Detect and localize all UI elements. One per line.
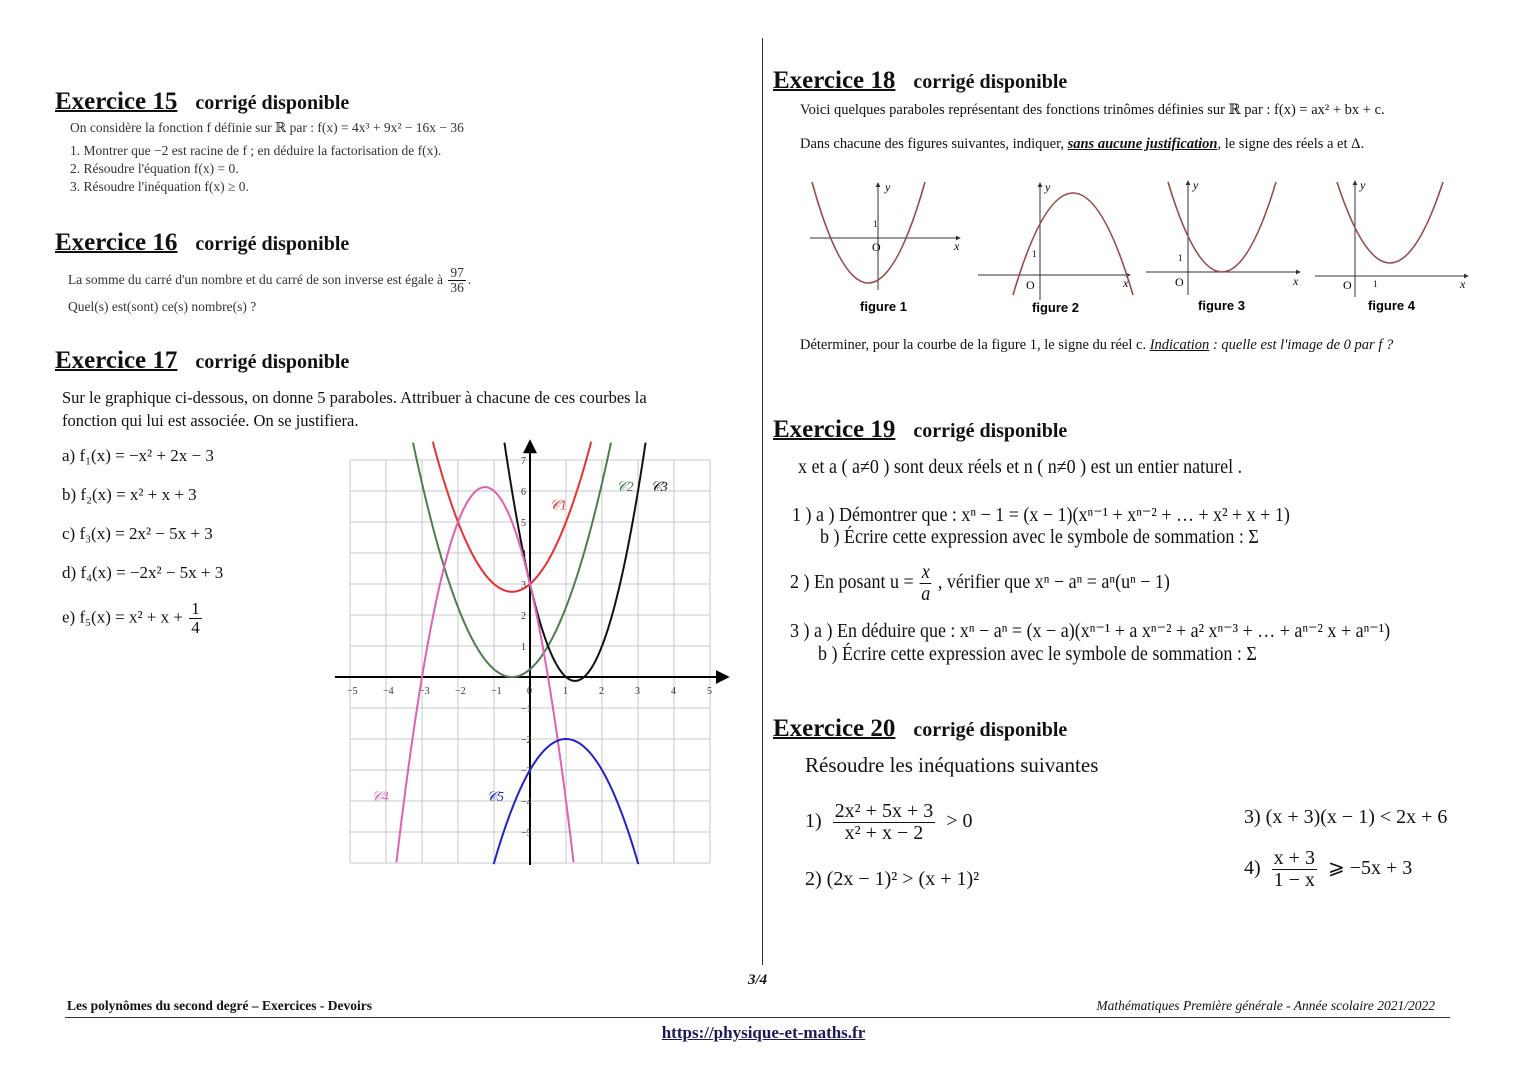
ex20-intro: Résoudre les inéquations suivantes — [805, 753, 1099, 777]
figure-4-caption: figure 4 — [1368, 298, 1415, 313]
ex18-emphasis: sans aucune justification — [1067, 136, 1218, 152]
ex16-line1: La somme du carré d'un nombre et du carré de son inverse est égale à $\frac{97}{36}$ . — [68, 265, 472, 296]
origin-label: O — [1175, 275, 1184, 289]
curve-label-3: 𝒞3 — [650, 480, 668, 495]
figure-4 — [1315, 178, 1468, 313]
ex15-intro: On considère la fonction f définie sur ℝ par : f(x) = 4x³ + 9x² − 16x − 36 — [70, 120, 464, 135]
origin-label: O — [1026, 278, 1035, 292]
ex20-item-4 — [1244, 848, 1412, 891]
ex17-intro1: Sur le graphique ci-dessous, on donne 5 paraboles. Attribuer à chacune de ces courbes la — [62, 388, 647, 407]
frac-num: x — [921, 561, 930, 583]
ex17-title: Exercice 17 — [55, 347, 178, 374]
column-divider — [762, 38, 763, 965]
ex18-status[interactable]: corrigé disponible — [913, 71, 1068, 93]
x-tick-label: 0 — [527, 686, 532, 697]
ex19-q1b: b ) Écrire cette expression avec le symbole de sommation : Σ — [820, 526, 1259, 548]
y-axis-label: y — [885, 180, 891, 194]
ex18-indication: Indication — [1149, 337, 1210, 353]
x-tick-label: 4 — [671, 686, 676, 697]
ex16-title: Exercice 16 — [55, 229, 178, 256]
x-tick-label: −1 — [491, 686, 502, 697]
figure-2-caption: figure 2 — [1032, 300, 1079, 315]
unit-label: 1 — [1178, 253, 1183, 263]
x-axis-label: x — [1293, 274, 1299, 288]
curve-1 — [433, 442, 591, 592]
page-number: 3/4 — [748, 972, 768, 988]
ex19-q3b: b ) Écrire cette expression avec le symbole de sommation : Σ — [818, 643, 1257, 665]
y-axis-label: y — [1193, 178, 1199, 192]
ex17-item-b: b) f₂(x) = x² + x + 3 — [62, 485, 197, 504]
y-tick-label: −4 — [521, 797, 532, 808]
ex15-item-3: 3. Résoudre l'inéquation f(x) ≥ 0. — [70, 179, 249, 194]
frac-den: 36 — [450, 280, 464, 296]
y-tick-label: −1 — [521, 704, 532, 715]
ex17-item-e-text: e) f₅(x) = x² + x + — [62, 607, 183, 627]
ex20-item-3: 3) (x + 3)(x − 1) < 2x + 6 — [1244, 806, 1448, 828]
ex19-q2-pre: 2 ) En posant u = — [790, 571, 914, 594]
ex15-item-1: 1. Montrer que −2 est racine de f ; en déduire la factorisation de f(x). — [70, 143, 442, 158]
x-tick-label: −5 — [347, 686, 358, 697]
ex19-intro: x et a ( a≠0 ) sont deux réels et n ( n≠0 ) est un entier naturel . — [798, 456, 1243, 478]
frac-den: 1 − x — [1273, 869, 1315, 891]
ex19-q2 — [790, 562, 1170, 605]
y-tick-label: 7 — [521, 456, 526, 467]
y-tick-label: 4 — [521, 549, 526, 560]
ex18-figures — [800, 175, 1510, 320]
fraction — [1272, 848, 1317, 891]
y-tick-label: 2 — [521, 611, 526, 622]
ex20-item-2: 2) (2x − 1)² > (x + 1)² — [805, 868, 980, 890]
fraction — [833, 801, 936, 844]
relation: ⩾ −5x + 3 — [1327, 857, 1413, 880]
ex17-item-c: c) f₃(x) = 2x² − 5x + 3 — [62, 524, 213, 543]
figure-3-caption: figure 3 — [1198, 298, 1245, 313]
frac-den: a — [921, 583, 931, 605]
item-label: 4) — [1244, 857, 1261, 880]
footer-right: Mathématiques Première générale - Année scolaire 2021/2022 — [1096, 998, 1435, 1013]
curve-label-1: 𝒞1 — [549, 498, 568, 514]
frac-num: 97 — [450, 265, 464, 280]
unit-label: 1 — [1373, 279, 1378, 289]
y-tick-label: 1 — [521, 642, 526, 653]
unit-label: 1 — [1032, 249, 1037, 259]
unit-label: 1 — [873, 219, 878, 229]
x-tick-label: 1 — [563, 686, 568, 697]
ex17-item-a: a) f₁(x) = −x² + 2x − 3 — [62, 446, 214, 465]
ex18-line3 — [800, 337, 1393, 354]
footer-rule — [65, 1017, 1450, 1018]
y-axis-label: y — [1045, 180, 1051, 194]
x-axis-label: x — [1123, 276, 1129, 290]
ex19-q2-post: , vérifier que xⁿ − aⁿ = aⁿ(uⁿ − 1) — [937, 571, 1170, 594]
ex19-heading — [773, 416, 1067, 444]
x-axis-label: x — [1460, 277, 1466, 291]
ex17-status[interactable]: corrigé disponible — [195, 351, 350, 373]
figure-2 — [978, 180, 1133, 315]
figure-3 — [1146, 178, 1300, 313]
ex17-item-d: d) f₄(x) = −2x² − 5x + 3 — [62, 563, 224, 582]
item-label: 1) — [805, 810, 822, 833]
y-tick-label: 3 — [521, 580, 526, 591]
curve-label-5: 𝒞5 — [486, 790, 505, 805]
ex18-title: Exercice 18 — [773, 67, 896, 94]
ex19-status[interactable]: corrigé disponible — [913, 420, 1068, 442]
ex20-title: Exercice 20 — [773, 715, 896, 742]
ex16-text: La somme du carré d'un nombre et du carré de son inverse est égale à — [68, 271, 444, 287]
ex18-line2-pre: Dans chacune des figures suivantes, indiquer, — [800, 136, 1068, 152]
y-tick-label: −2 — [521, 735, 532, 746]
ex16-line2: Quel(s) est(sont) ce(s) nombre(s) ? — [68, 299, 257, 314]
y-tick-label: −3 — [521, 766, 532, 777]
fraction-x-a — [920, 562, 932, 605]
y-axis-label: y — [1360, 178, 1366, 192]
ex18-line2 — [800, 136, 1364, 153]
y-tick-label: 6 — [521, 487, 526, 498]
ex15-status[interactable]: corrigé disponible — [195, 92, 350, 114]
y-tick-label: −5 — [521, 828, 532, 839]
footer-left: Les polynômes du second degré – Exercices - Devoirs — [67, 998, 372, 1013]
origin-label: O — [1343, 278, 1352, 292]
ex19-q3a: 3 ) a ) En déduire que : xⁿ − aⁿ = (x − a)(xⁿ⁻¹ + a xⁿ⁻² + a² xⁿ⁻³ + … + aⁿ⁻² x + aⁿ⁻¹) — [790, 620, 1391, 642]
y-tick-label: 5 — [521, 518, 526, 529]
figure-1 — [810, 180, 960, 314]
curve-label-2: 𝒞2 — [616, 480, 634, 495]
figure-1-caption: figure 1 — [860, 299, 907, 314]
ex20-status[interactable]: corrigé disponible — [913, 719, 1068, 741]
frac-num: x + 3 — [1273, 847, 1315, 869]
frac-den: x² + x − 2 — [844, 822, 924, 844]
ex15-title: Exercice 15 — [55, 88, 178, 115]
x-axis-label: x — [954, 239, 960, 253]
frac-num: 1 — [191, 599, 200, 618]
ex20-item-1 — [805, 801, 973, 844]
site-link[interactable]: https://physique-et-maths.fr — [661, 1023, 866, 1042]
origin-label: O — [872, 240, 881, 254]
curve-4 — [396, 487, 573, 862]
frac-num: 2x² + 5x + 3 — [834, 800, 934, 822]
curve-label-4: 𝒞4 — [371, 790, 389, 805]
x-tick-label: −3 — [419, 686, 430, 697]
relation: > 0 — [946, 810, 973, 833]
x-tick-label: −4 — [383, 686, 394, 697]
ex17-intro2: fonction qui lui est associée. On se justifiera. — [62, 411, 359, 430]
x-tick-label: 3 — [635, 686, 640, 697]
x-tick-label: 5 — [707, 686, 712, 697]
ex19-title: Exercice 19 — [773, 416, 896, 443]
ex19-q1a: 1 ) a ) Démontrer que : xⁿ − 1 = (x − 1)(xⁿ⁻¹ + xⁿ⁻² + … + x² + x + 1) — [792, 504, 1290, 526]
ex18-line1: Voici quelques paraboles représentant des fonctions trinômes définies sur ℝ par : f(x) = ax² + bx + c. — [800, 102, 1385, 118]
ex18-line3-pre: Déterminer, pour la courbe de la figure 1, le signe du réel c. — [800, 337, 1150, 353]
ex15-item-2: 2. Résoudre l'équation f(x) = 0. — [70, 161, 239, 176]
ex18-heading — [773, 67, 1067, 95]
ex16-status[interactable]: corrigé disponible — [195, 233, 350, 255]
ex18-line2-post: , le signe des réels a et Δ. — [1217, 136, 1365, 152]
frac-den: 4 — [191, 617, 200, 637]
ex18-line3-post: : quelle est l'image de 0 par f ? — [1209, 337, 1394, 353]
x-tick-label: 2 — [599, 686, 604, 697]
parabola-graph — [0, 0, 762, 900]
ex20-heading — [773, 715, 1067, 743]
x-tick-label: −2 — [455, 686, 466, 697]
